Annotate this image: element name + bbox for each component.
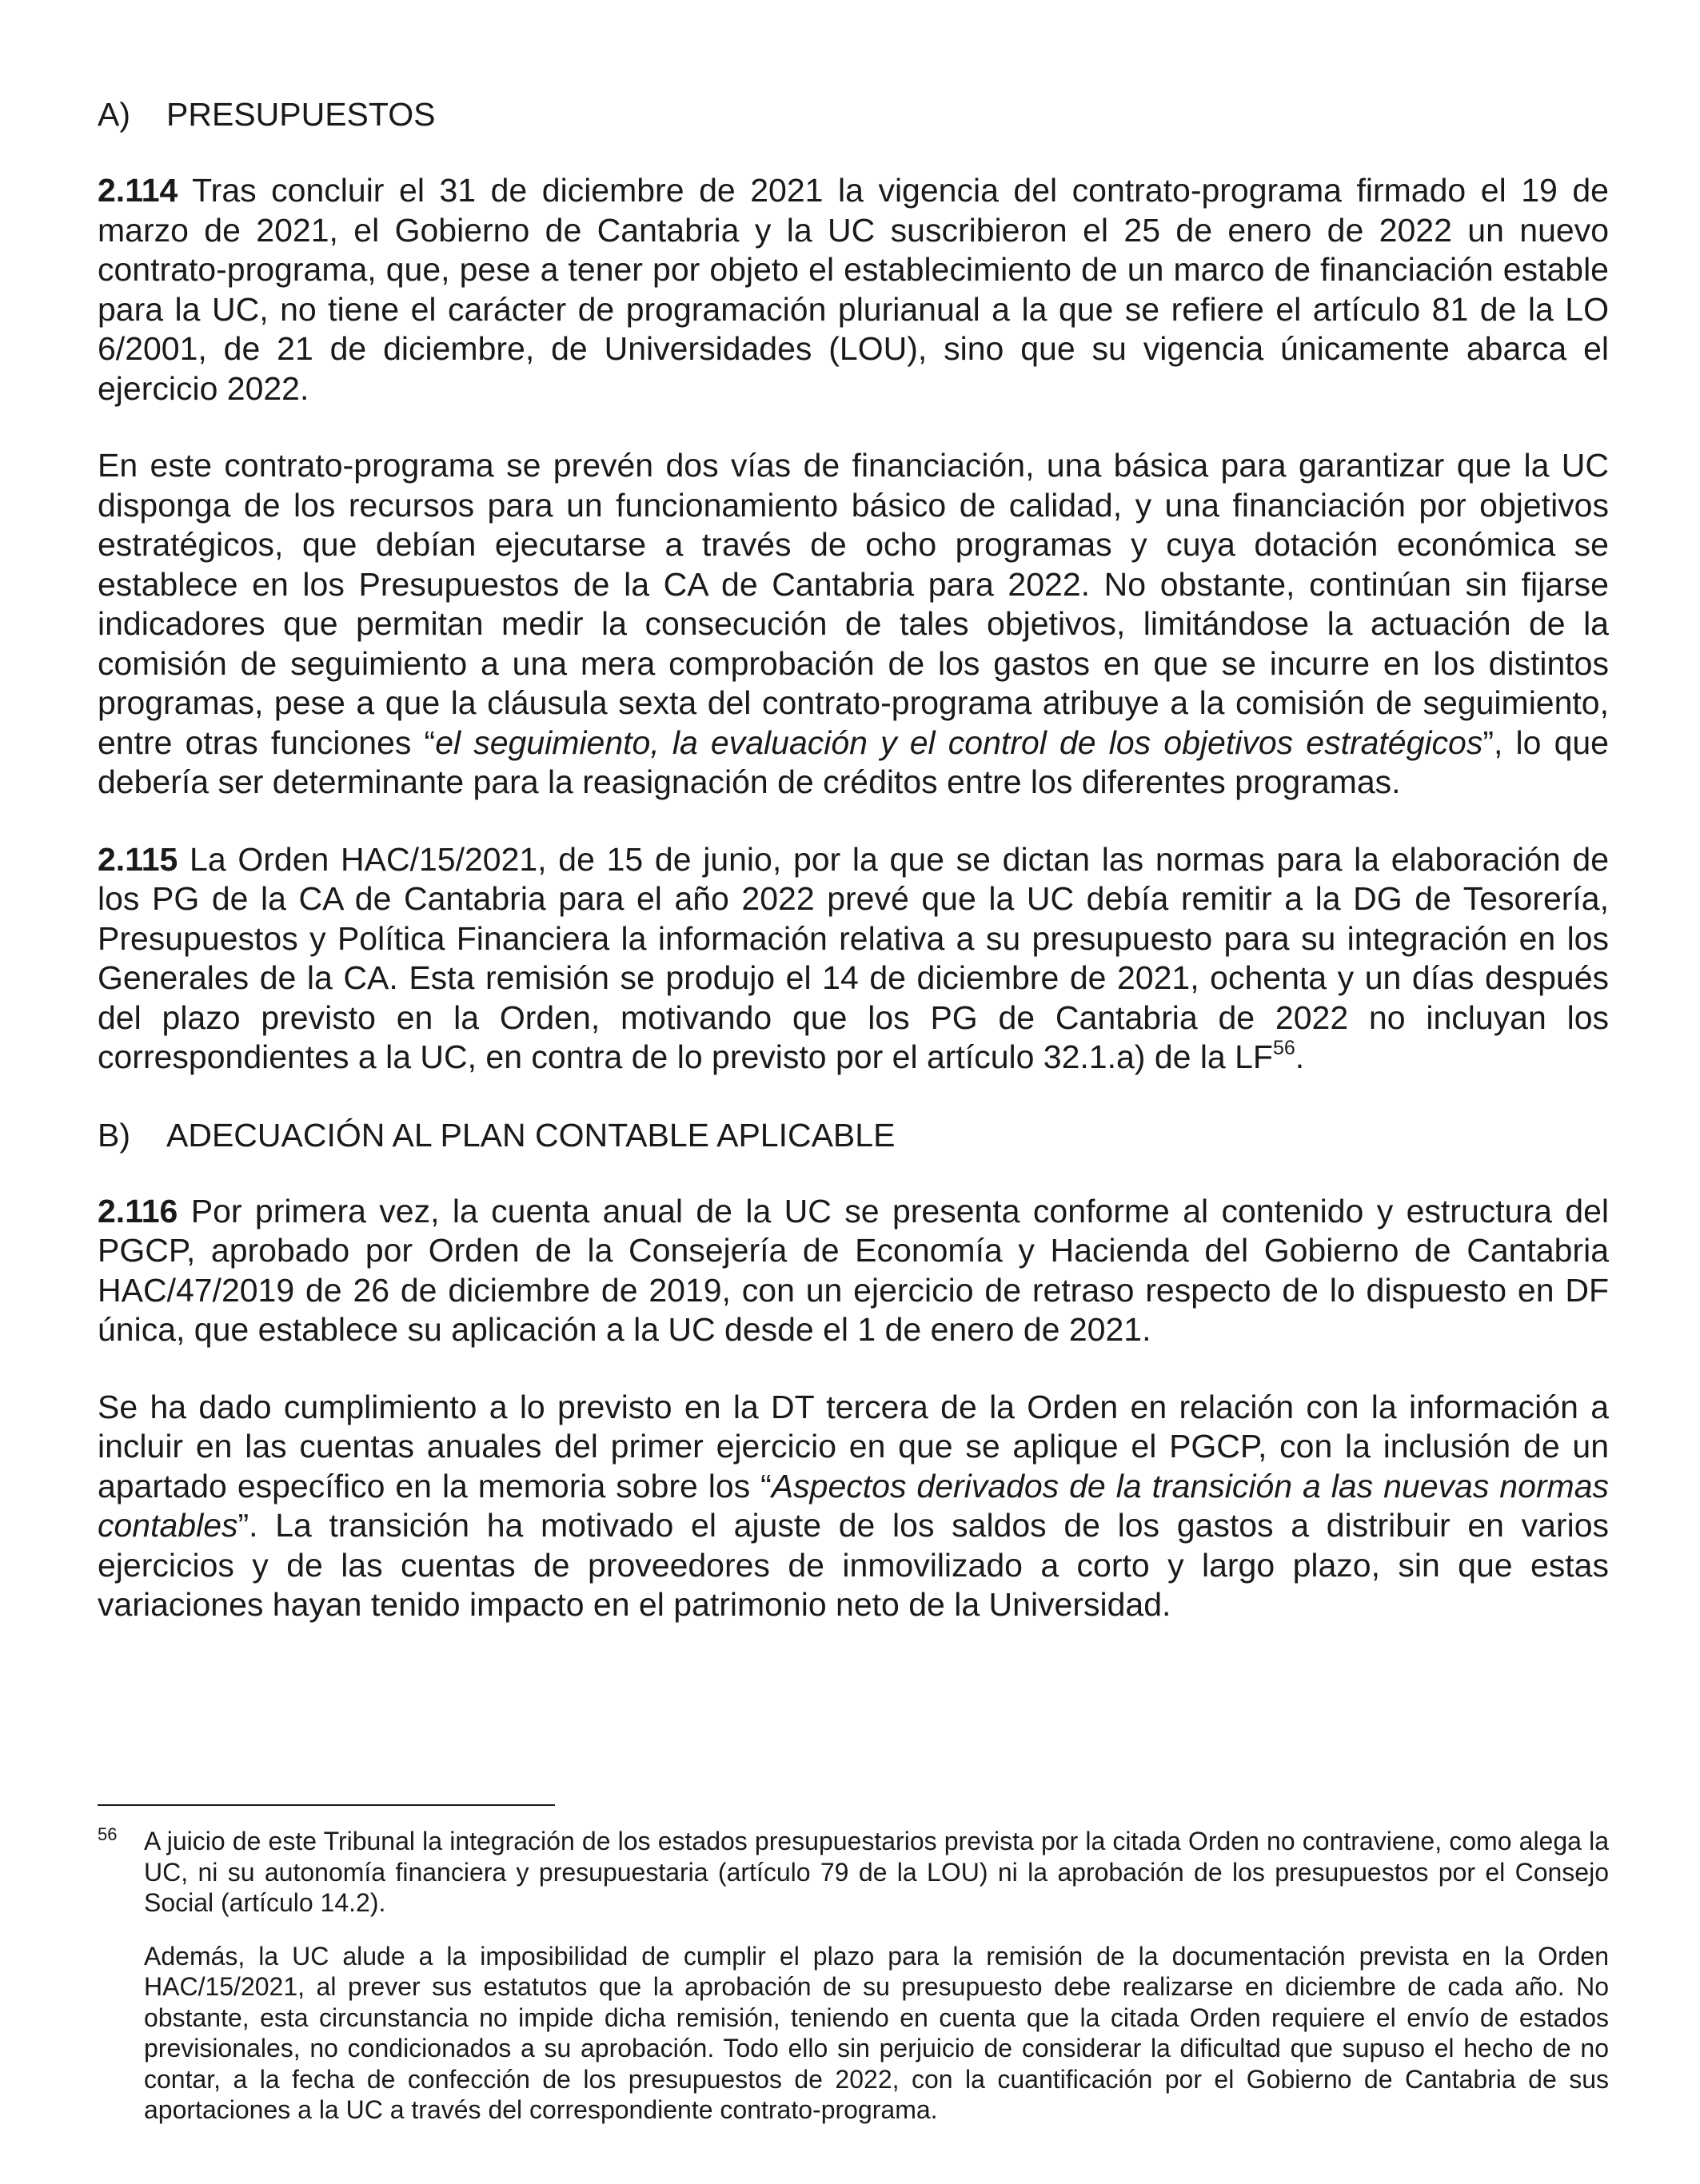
footnote-text: A juicio de este Tribunal la integración de los estados presupuestarios prevista por la citada Orden no contraviene, como alega la UC, ni su autonomía financiera y presupuestaria (artículo 79 de la LOU) ni la aprobación de los presupuestos por el Consejo Social (artículo 14.2). <box>144 1827 1609 1917</box>
paragraph-text-end: ”, lo que debería ser determinante para la reasignación de créditos entre los diferentes programas. <box>98 723 1609 800</box>
footnote-mark: 56 <box>98 1824 118 1844</box>
paragraph-number: 2.116 <box>98 1192 178 1229</box>
paragraph-text: Se ha dado cumplimiento a lo previsto en la DT tercera de la Orden en relación con la información a incluir en las cuentas anuales del primer ejercicio en que se aplique el PGCP, con la inclusión de un apartado específico en la memoria sobre los “ <box>98 1388 1609 1504</box>
section-title: PRESUPUESTOS <box>166 96 436 133</box>
paragraph-text: La Orden HAC/15/2021, de 15 de junio, por la que se dictan las normas para la elaboración de los PG de la CA de Cantabria para el año 2022 prevé que la UC debía remitir a la DG de Tesorería, Presupuestos y Política Financiera la información relativa a su presupuesto para su integración en los Generales de la CA. Esta remisión se produjo el 14 de diciembre de 2021, ochenta y un días después del plazo previsto en la Orden, motivando que los PG de Cantabria de 2022 no incluyan los correspondientes a la UC, en contra de lo previsto por el artículo 32.1.a) de la LF <box>98 840 1609 1075</box>
paragraph-text-end: ”. La transición ha motivado el ajuste de los saldos de los gastos a distribuir en varios ejercicios y de las cuentas de proveedores de inmovilizado a corto y largo plazo, sin que estas variaciones hayan tenido impacto en el patrimonio neto de la Universidad. <box>98 1507 1609 1623</box>
paragraph-2-115 <box>98 840 1609 1078</box>
italic-quote: el seguimiento, la evaluación y el control de los objetivos estratégicos <box>435 723 1483 761</box>
section-letter: A) <box>98 96 130 133</box>
italic-quote: Aspectos derivados de la transición a las nuevas normas contables <box>98 1467 1610 1544</box>
section-letter: B) <box>98 1116 130 1154</box>
paragraph-text: En este contrato-programa se prevén dos vías de financiación, una básica para garantizar que la UC disponga de los recursos para un funcionamiento básico de calidad, y una financiación por objetivos estratégicos, que debían ejecutarse a través de ocho programas y cuya dotación económica se establece en los Presupuestos de la CA de Cantabria para 2022. No obstante, continúan sin fijarse indicadores que permitan medir la consecución de tales objetivos, limitándose la actuación de la comisión de seguimiento a una mera comprobación de los gastos en que se incurre en los distintos programas, pese a que la cláusula sexta del contrato-programa atribuye a la comisión de seguimiento, entre otras funciones “ <box>98 447 1609 761</box>
section-heading-presupuestos <box>98 94 1609 134</box>
paragraph-period: . <box>1295 1038 1305 1075</box>
paragraph-2-114-continued <box>98 446 1609 803</box>
footnote-text: Además, la UC alude a la imposibilidad de cumplir el plazo para la remisión de la documentación prevista en la Orden HAC/15/2021, al prever sus estatutos que la aprobación de su presupuesto debe realizarse en diciembre de cada año. No obstante, esta circunstancia no impide dicha remisión, teniendo en cuenta que la citada Orden requiere el envío de estados previsionales, no condicionados a su aprobación. Todo ello sin perjuicio de considerar la dificultad que supuso el hecho de no contar, a la fecha de confección de los presupuestos de 2022, con la cuantificación por el Gobierno de Cantabria de sus aportaciones a la UC a través del correspondiente contrato-programa. <box>144 1941 1609 2124</box>
section-title: ADECUACIÓN AL PLAN CONTABLE APLICABLE <box>166 1116 896 1154</box>
footnote-56-continued <box>98 1941 1609 2126</box>
paragraph-number: 2.114 <box>98 172 178 209</box>
section-heading-plan-contable <box>98 1115 1609 1155</box>
document-body <box>98 94 1609 1663</box>
footnote-56 <box>98 1826 1609 1919</box>
paragraph-2-116 <box>98 1192 1609 1350</box>
footnotes-area <box>98 1826 1609 2148</box>
paragraph-2-114 <box>98 171 1609 409</box>
footnote-reference[interactable]: 56 <box>1272 1037 1295 1059</box>
paragraph-text: Por primera vez, la cuenta anual de la UC se presenta conforme al contenido y estructura del PGCP, aprobado por Orden de la Consejería de Economía y Hacienda del Gobierno de Cantabria HAC/47/2019 de 26 de diciembre de 2019, con un ejercicio de retraso respecto de lo dispuesto en DF única, que establece su aplicación a la UC desde el 1 de enero de 2021. <box>98 1192 1609 1348</box>
paragraph-text: Tras concluir el 31 de diciembre de 2021 la vigencia del contrato-programa firmado el 19 de marzo de 2021, el Gobierno de Cantabria y la UC suscribieron el 25 de enero de 2022 un nuevo contrato-programa, que, pese a tener por objeto el establecimiento de un marco de financiación estable para la UC, no tiene el carácter de programación plurianual a la que se refiere el artículo 81 de la LO 6/2001, de 21 de diciembre, de Universidades (LOU), sino que su vigencia únicamente abarca el ejercicio 2022. <box>98 172 1609 407</box>
paragraph-2-116-continued <box>98 1388 1609 1625</box>
footnote-separator <box>98 1804 555 1806</box>
paragraph-number: 2.115 <box>98 840 178 878</box>
